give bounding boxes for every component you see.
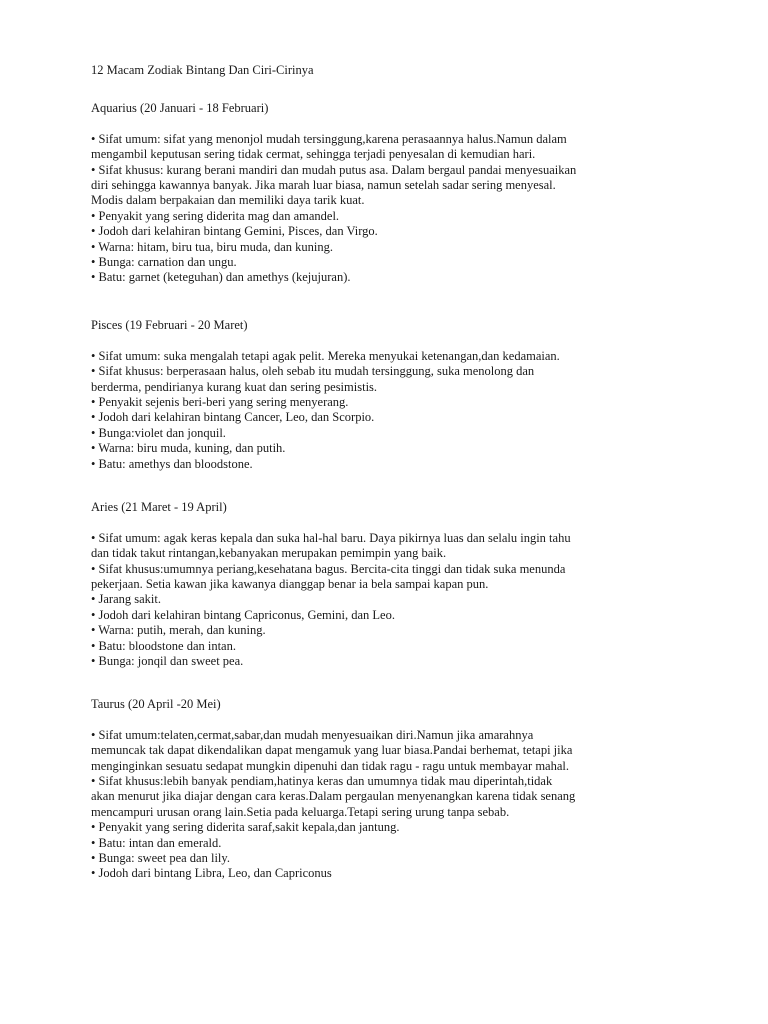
text-line: • Penyakit yang sering diderita mag dan amandel. (91, 208, 340, 223)
text-line: • Sifat khusus: berperasaan halus, oleh sebab itu mudah tersinggung, suka menolong dan (91, 364, 535, 379)
text-line: • Bunga: sweet pea dan lily. (91, 851, 230, 866)
text-line: • Warna: biru muda, kuning, dan putih. (91, 441, 286, 456)
section-heading: Aquarius (20 Januari - 18 Februari) (91, 101, 269, 115)
text-line: mencampuri urusan orang lain.Setia pada keluarga.Tetapi sering urung tanpa sebab. (91, 804, 510, 819)
document-title: 12 Macam Zodiak Bintang Dan Ciri-Cirinya (91, 63, 314, 77)
text-line: • Jodoh dari kelahiran bintang Gemini, Pisces, dan Virgo. (91, 224, 378, 239)
text-line: • Sifat umum: sifat yang menonjol mudah tersinggung,karena perasaannya halus.Namun dalam (91, 131, 567, 146)
text-line: dan tidak takut rintangan,kebanyakan merupakan pemimpin yang baik. (91, 546, 447, 561)
text-line: • Sifat khusus:lebih banyak pendiam,hatinya keras dan umumnya tidak mau diperintah,tidak (91, 774, 553, 789)
text-line: • Jodoh dari kelahiran bintang Cancer, Leo, dan Scorpio. (91, 410, 375, 425)
text-line: • Sifat khusus:umumnya periang,kesehatana bagus. Bercita-cita tinggi dan tidak suka menunda (91, 561, 566, 576)
text-line: berderma, pendirianya kurang kuat dan sering pesimistis. (91, 379, 378, 394)
text-line: Modis dalam berpakaian dan memiliki daya tarik kuat. (91, 193, 365, 208)
text-line: • Warna: hitam, biru tua, biru muda, dan kuning. (91, 239, 333, 254)
section-heading: Pisces (19 Februari - 20 Maret) (91, 318, 248, 332)
text-line: • Batu: intan dan emerald. (91, 835, 222, 850)
section-aquarius (91, 101, 691, 286)
text-line: • Batu: bloodstone dan intan. (91, 638, 236, 653)
text-line: • Jarang sakit. (91, 592, 161, 607)
text-line: • Jodoh dari kelahiran bintang Capriconus, Gemini, dan Leo. (91, 607, 395, 622)
section-pisces (91, 318, 691, 472)
spacer (91, 712, 691, 727)
spacer (91, 333, 691, 348)
text-line: • Batu: amethys dan bloodstone. (91, 456, 253, 471)
text-line: • Bunga: jonqil dan sweet pea. (91, 654, 244, 669)
text-line: • Penyakit sejenis beri-beri yang sering menyerang. (91, 395, 349, 410)
text-line: mengambil keputusan sering tidak cermat, sehingga terjadi penyesalan di kemudian hari. (91, 147, 536, 162)
text-line: • Sifat umum: agak keras kepala dan suka hal-hal baru. Daya pikirnya luas dan selalu ingin tahu (91, 530, 571, 545)
text-line: • Bunga: carnation dan ungu. (91, 255, 237, 270)
text-line: memuncak tak dapat dikendalikan dapat mengamuk yang luar biasa.Pandai berhemat, tetapi jika (91, 743, 573, 758)
text-line: • Sifat khusus: kurang berani mandiri dan mudah putus asa. Dalam bergaul pandai menyesuaikan (91, 162, 577, 177)
section-heading: Taurus (20 April -20 Mei) (91, 697, 221, 711)
text-line: • Batu: garnet (keteguhan) dan amethys (kejujuran). (91, 270, 351, 285)
text-line: pekerjaan. Setia kawan jika kawanya dianggap benar ia bela sampai kapan pun. (91, 577, 489, 592)
section-heading: Aries (21 Maret - 19 April) (91, 500, 227, 514)
text-line: diri sehingga kawannya banyak. Jika marah luar biasa, namun setelah sadar sering menyesal. (91, 178, 556, 193)
spacer (91, 116, 691, 131)
text-line: • Penyakit yang sering diderita saraf,sakit kepala,dan jantung. (91, 820, 400, 835)
section-taurus (91, 697, 691, 882)
spacer (91, 515, 691, 530)
text-line: • Sifat umum:telaten,cermat,sabar,dan mudah menyesuaikan diri.Namun jika amarahnya (91, 727, 534, 742)
text-line: • Sifat umum: suka mengalah tetapi agak pelit. Mereka menyukai ketenangan,dan kedamaian. (91, 348, 560, 363)
text-line: menginginkan sesuatu sedapat mungkin dipenuhi dan tidak ragu - ragu untuk membayar mahal. (91, 758, 570, 773)
text-line: • Bunga:violet dan jonquil. (91, 425, 226, 440)
text-line: • Jodoh dari bintang Libra, Leo, dan Capriconus (91, 866, 332, 881)
text-line: akan menurut jika diajar dengan cara keras.Dalam pergaulan menyenangkan karena tidak senang (91, 789, 576, 804)
text-line: • Warna: putih, merah, dan kuning. (91, 623, 266, 638)
section-aries (91, 500, 691, 669)
